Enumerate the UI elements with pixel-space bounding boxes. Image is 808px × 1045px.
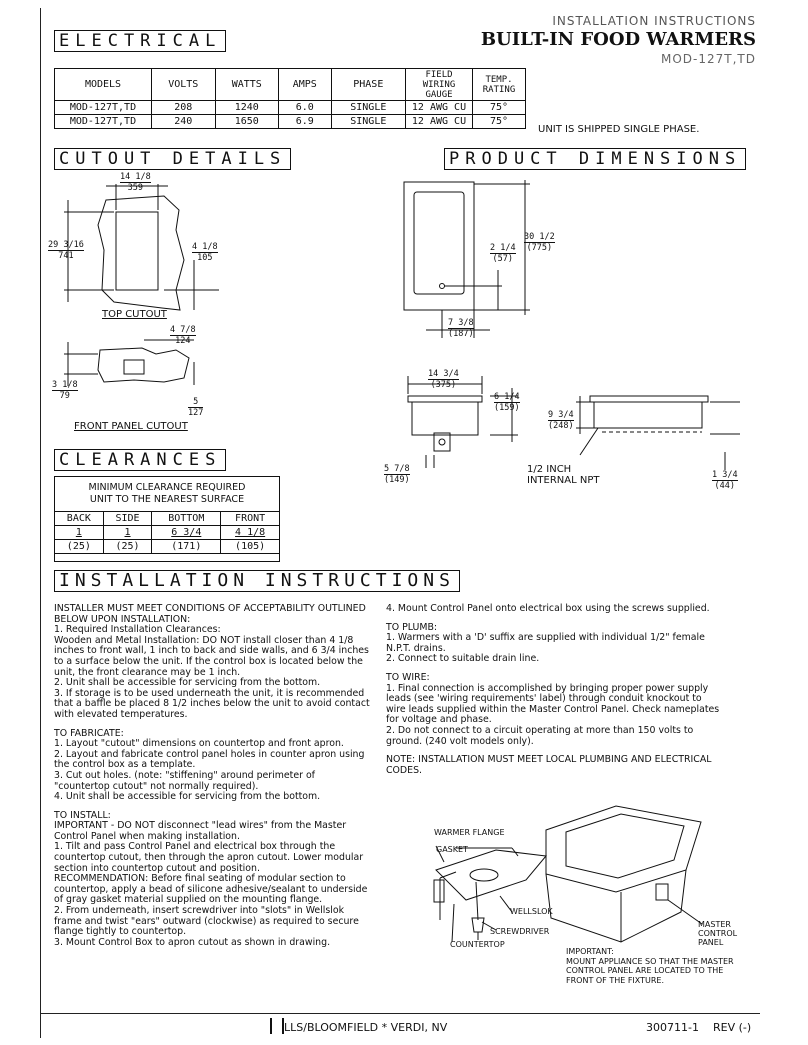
revision: REV (-): [713, 1021, 752, 1034]
label-countertop: COUNTERTOP: [450, 940, 505, 949]
para: TO FABRICATE:: [54, 727, 124, 739]
para: 1. Layout "cutout" dimensions on countertop and front apron.: [54, 738, 344, 750]
cell: 6 3/4: [152, 526, 221, 540]
install-left-column: [54, 604, 370, 948]
top-view-inner: [414, 192, 464, 294]
cell: (25): [55, 540, 104, 554]
model-subtitle: MOD-127T,TD: [661, 52, 756, 66]
dim-product-side: 9 3/4 (248): [548, 410, 574, 431]
clearance-table: [54, 511, 280, 554]
cell: (25): [103, 540, 152, 554]
th-gauge: FIELD WIRING GAUGE: [406, 69, 473, 101]
control-box: [434, 433, 450, 451]
th-models: MODELS: [55, 69, 152, 101]
th-back: BACK: [55, 512, 104, 526]
dim-cutout-width: 14 1/8 359: [120, 172, 151, 193]
para: 1. Required Installation Clearances:: [54, 624, 221, 636]
cell: MOD-127T,TD: [55, 115, 152, 129]
para: 2. Layout and fabricate control panel holes in counter apron using the control box as a template.: [54, 748, 365, 771]
para: 4. Unit shall be accessible for servicing from the bottom.: [54, 791, 321, 803]
front-view-body: [412, 402, 478, 435]
para: 2. Do not connect to a circuit operating at more than 150 volts to ground. (240 volt models only).: [386, 724, 694, 747]
para: RECOMMENDATION: Before final seating of modular section to countertop, apply a bead of silicone adhesive/sealant to underside of gray gasket material supplied on the mounting flange.: [54, 873, 368, 906]
cell: 4 1/8: [221, 526, 280, 540]
table-row: [55, 540, 280, 554]
dim-fp-right: 4 7/8 124: [170, 325, 196, 346]
cell: SINGLE: [331, 101, 405, 115]
company-logo: [270, 1018, 284, 1034]
page-border: [40, 8, 41, 1038]
side-view-body: [594, 402, 702, 428]
clearances-title: CLEARANCES: [54, 449, 226, 471]
company-name: LLS/BLOOMFIELD * VERDI, NV: [284, 1021, 448, 1034]
dim-product-depth: 6 1/4 (159): [494, 392, 520, 413]
cell: 6.0: [279, 101, 332, 115]
para: 1. Tilt and pass Control Panel and electrical box through the countertop cutout, then through the apron cutout. Lower modular section into countertop cutout and position.: [54, 841, 364, 874]
para: 3. Cut out holes. (note: "stiffening" around perimeter of "countertop cutout" not normally required).: [54, 769, 315, 792]
dim-product-box: 5 7/8 (149): [384, 464, 410, 485]
dim-fp-left: 3 1/8 79: [52, 380, 78, 401]
para: 1. Warmers with a 'D' suffix are supplied with individual 1/2" female N.P.T. drains.: [386, 632, 705, 654]
drain-hole: [440, 284, 445, 289]
para: 3. Mount Control Box to apron cutout as shown in drawing.: [54, 936, 331, 948]
top-cutout-label: TOP CUTOUT: [102, 309, 167, 320]
counter-outline: [98, 196, 184, 310]
dim-fp-bottom: 5 127: [188, 397, 204, 418]
dim-product-hole: 7 3/8 (187): [448, 318, 474, 339]
dim-product-offset: 2 1/4 (57): [490, 243, 516, 264]
cell: 240: [152, 115, 216, 129]
important-note: IMPORTANT: MOUNT APPLIANCE SO THAT THE MASTER CONTROL PANEL ARE LOCATED TO THE FRONT OF THE FIXTURE.: [566, 947, 734, 985]
cell: 1: [55, 526, 104, 540]
para: 3. If storage is to be used underneath the unit, it is recommended that a baffle be placed 8 1/2 inches below the unit to avoid contact with elevated temperatures.: [54, 687, 370, 720]
npt-label: 1/2 INCH INTERNAL NPT: [527, 464, 600, 486]
cell: 6.9: [279, 115, 332, 129]
product-dimensions-title: PRODUCT DIMENSIONS: [444, 148, 746, 170]
cell: 1: [103, 526, 152, 540]
para: TO WIRE:: [386, 671, 430, 683]
top-cutout-rect: [116, 212, 158, 290]
cell: 1240: [215, 101, 279, 115]
cell: 208: [152, 101, 216, 115]
electrical-spec-table: [54, 68, 526, 129]
document-number: 300711-1: [646, 1021, 699, 1034]
cell: SINGLE: [331, 115, 405, 129]
table-row: [55, 526, 280, 540]
para: TO INSTALL:: [54, 809, 111, 821]
th-volts: VOLTS: [152, 69, 216, 101]
table-row: [55, 115, 526, 129]
para: 2. From underneath, insert screwdriver into "slots" in Wellslok frame and twist "ears" outward (clockwise) as required to secure flange tightly to countertop.: [54, 905, 359, 938]
shipping-note: UNIT IS SHIPPED SINGLE PHASE.: [538, 124, 700, 135]
th-front: FRONT: [221, 512, 280, 526]
header-kicker: INSTALLATION INSTRUCTIONS: [552, 14, 756, 28]
th-side: SIDE: [103, 512, 152, 526]
para: 2. Connect to suitable drain line.: [386, 653, 540, 665]
footer-rule: [40, 1013, 760, 1014]
label-screwdriver: SCREWDRIVER: [490, 927, 550, 936]
cell: 12 AWG CU: [406, 115, 473, 129]
th-bottom: BOTTOM: [152, 512, 221, 526]
electrical-title: ELECTRICAL: [54, 30, 226, 52]
cell: (171): [152, 540, 221, 554]
th-amps: AMPS: [279, 69, 332, 101]
th-watts: WATTS: [215, 69, 279, 101]
dim-product-length: 30 1/2 (775): [524, 232, 555, 253]
label-wellslok: WELLSLOK: [510, 907, 553, 916]
cell: MOD-127T,TD: [55, 101, 152, 115]
dim-product-flange: 1 3/4 (44): [712, 470, 738, 491]
control-panel: [656, 884, 668, 900]
dim-product-width: 14 3/4 (375): [428, 369, 459, 390]
para: IMPORTANT - DO NOT disconnect "lead wires" from the Master Control Panel when making installation.: [54, 820, 347, 842]
para: TO PLUMB:: [386, 621, 438, 633]
install-right-column: [386, 604, 722, 776]
cell: 75°: [473, 115, 526, 129]
clearance-caption: MINIMUM CLEARANCE REQUIRED UNIT TO THE NEAREST SURFACE: [88, 482, 246, 505]
dim-cutout-front: 4 1/8 105: [192, 242, 218, 263]
front-panel-label: FRONT PANEL CUTOUT: [74, 421, 188, 432]
para: 1. Final connection is accomplished by bringing proper power supply leads (see 'wiring requirements' label) through conduit knockout to wire leads supplied within the Master Control Panel. Check nameplates for voltage and phase.: [386, 682, 720, 726]
label-master-control: MASTER CONTROL PANEL: [698, 920, 738, 947]
cell: 12 AWG CU: [406, 101, 473, 115]
para: INSTALLER MUST MEET CONDITIONS OF ACCEPTABILITY OUTLINED BELOW UPON INSTALLATION:: [54, 603, 366, 625]
para: Wooden and Metal Installation: DO NOT install closer than 4 1/8 inches to front wall, 1 inch to back and side walls, and 6 3/4 inches to a surface below the unit. If the control box is located below the unit, the front clearance may be 1 inch.: [54, 634, 369, 678]
dim-cutout-length: 29 3/16 741: [48, 240, 84, 261]
th-phase: PHASE: [331, 69, 405, 101]
cutout-details-title: CUTOUT DETAILS: [54, 148, 291, 170]
table-row: [55, 101, 526, 115]
flange-detail: [436, 850, 546, 900]
para: 2. Unit shall be accessible for servicing from the bottom.: [54, 677, 321, 689]
page-title: BUILT-IN FOOD WARMERS: [480, 29, 756, 50]
product-drawings: [380, 170, 760, 490]
installation-title: INSTALLATION INSTRUCTIONS: [54, 570, 460, 592]
cell: 75°: [473, 101, 526, 115]
th-temp: TEMP. RATING: [473, 69, 526, 101]
cell: (105): [221, 540, 280, 554]
label-warmer-flange: WARMER FLANGE: [434, 828, 505, 837]
cell: 1650: [215, 115, 279, 129]
para: NOTE: INSTALLATION MUST MEET LOCAL PLUMBING AND ELECTRICAL CODES.: [386, 754, 712, 776]
para: 4. Mount Control Panel onto electrical box using the screws supplied.: [386, 603, 710, 614]
label-gasket: GASKET: [436, 845, 468, 854]
front-panel-rect: [124, 360, 144, 374]
